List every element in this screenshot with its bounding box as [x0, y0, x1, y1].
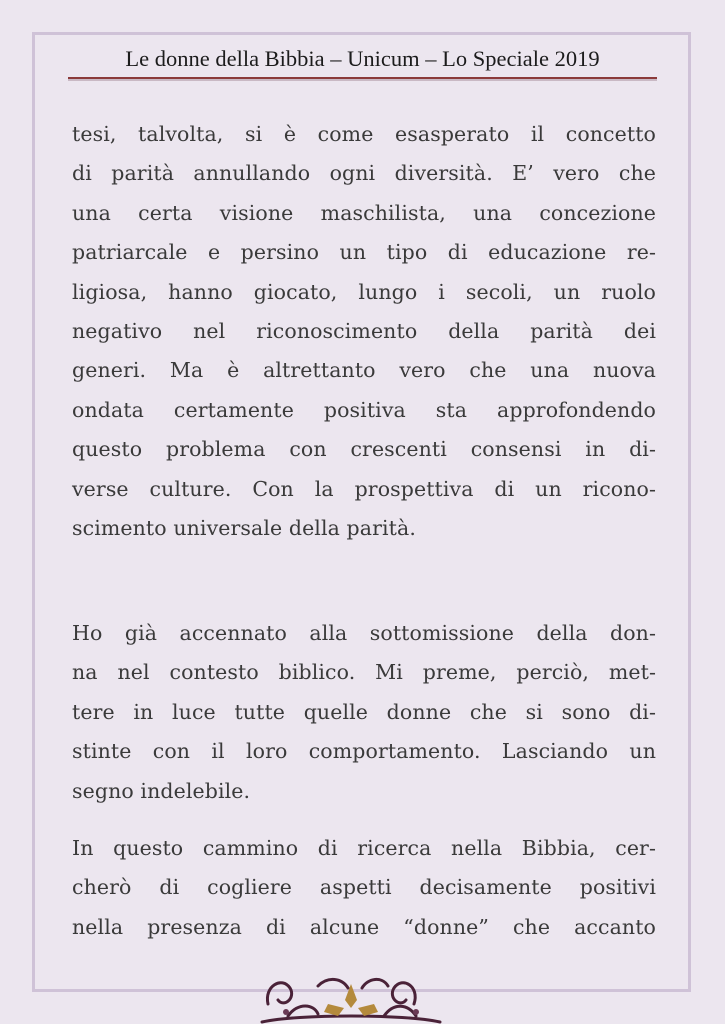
text-line: una certa visione maschilista, una concezione	[72, 200, 656, 225]
text-line: scimento universale della parità.	[72, 516, 416, 541]
header-rule	[68, 77, 657, 81]
running-header: Le donne della Bibbia – Unicum – Lo Speciale 2019	[125, 46, 600, 71]
text-line: ligiosa, hanno giocato, lungo i secoli, un ruolo	[72, 279, 656, 304]
text-line: segno indelebile.	[72, 778, 251, 803]
text-line: di parità annullando ogni diversità. E’ vero che	[72, 161, 656, 186]
text-line: nella presenza di alcune “donne” che accanto	[72, 914, 656, 939]
text-line: na nel contesto biblico. Mi preme, perciò, met-	[72, 660, 656, 685]
text-line: verse culture. Con la prospettiva di un ricono-	[72, 476, 656, 501]
text-line: ondata certamente positiva sta approfondendo	[72, 397, 656, 422]
floral-ornament-icon	[258, 964, 444, 1024]
paragraph-1	[72, 115, 656, 548]
text-line: stinte con il loro comportamento. Lasciando un	[72, 739, 656, 764]
text-line: tesi, talvolta, si è come esasperato il concetto	[72, 122, 656, 146]
text-line: questo problema con crescenti consensi in di-	[72, 437, 656, 462]
text-line: In questo cammino di ricerca nella Bibbia, cer-	[72, 836, 656, 860]
text-line: generi. Ma è altrettanto vero che una nuova	[72, 358, 656, 383]
text-line: cherò di cogliere aspetti decisamente positivi	[72, 875, 656, 900]
paragraph-2	[72, 614, 656, 811]
text-line: negativo nel riconoscimento della parità dei	[72, 319, 656, 344]
text-line: Ho già accennato alla sottomissione della don-	[72, 621, 656, 645]
text-line: tere in luce tutte quelle donne che si sono di-	[72, 699, 656, 724]
paragraph-3	[72, 829, 656, 947]
text-line: patriarcale e persino un tipo di educazione re-	[72, 240, 656, 265]
